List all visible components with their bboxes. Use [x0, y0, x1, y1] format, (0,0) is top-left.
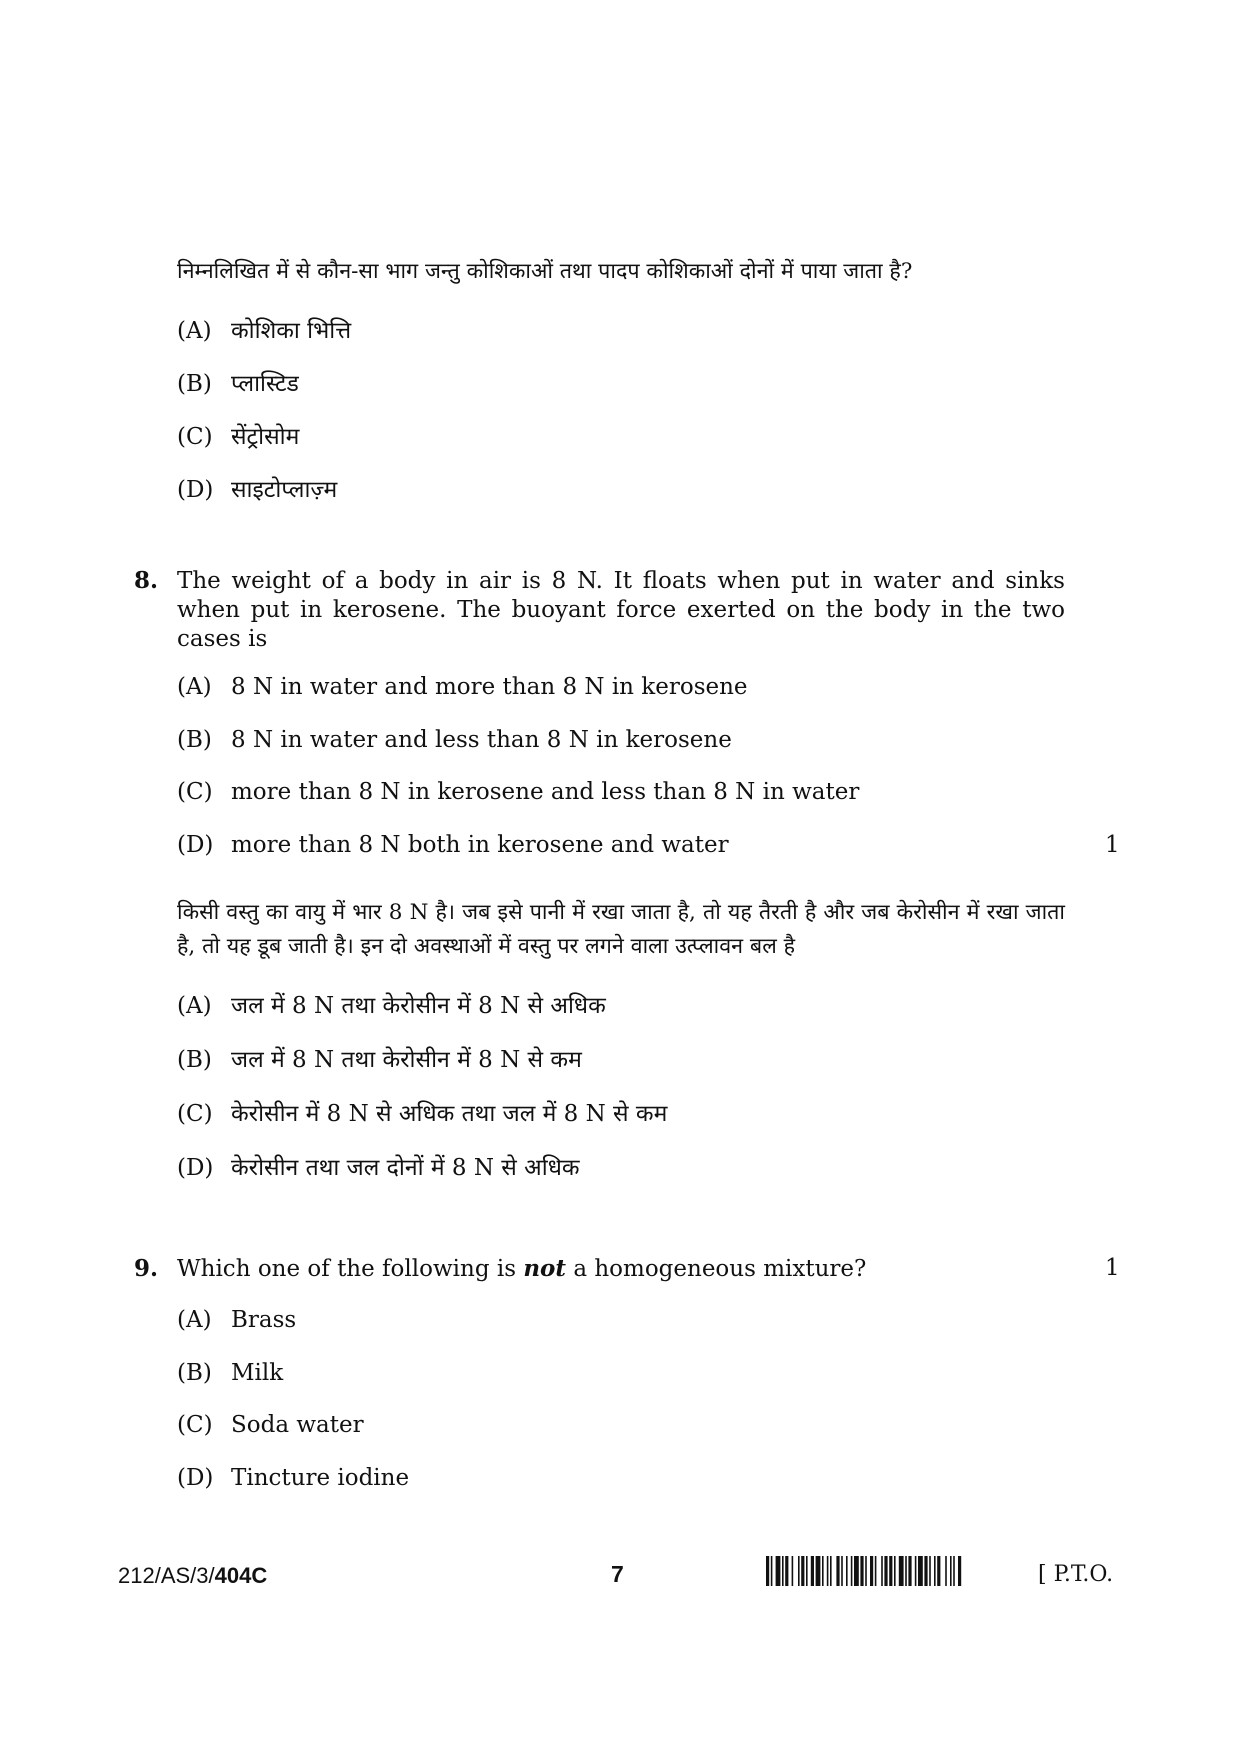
- q8-option-a: [177, 674, 748, 700]
- paper-code: [118, 1563, 267, 1589]
- option-text: साइटोप्लाज़्म: [231, 477, 338, 503]
- option-text: 8 N in water and less than 8 N in kerosene: [231, 727, 732, 753]
- q7-hindi-option-b: [177, 366, 299, 398]
- option-text: प्लास्टिड: [231, 371, 299, 397]
- option-text: जल में 8 N तथा केरोसीन में 8 N से कम: [231, 1047, 582, 1073]
- option-label: (D): [177, 1155, 214, 1181]
- option-text: सेंट्रोसोम: [231, 424, 300, 450]
- q8-option-d: [177, 832, 729, 858]
- option-text: Soda water: [231, 1412, 364, 1438]
- q8-number: 8.: [134, 567, 159, 594]
- option-text: Tincture iodine: [231, 1465, 410, 1491]
- q9-option-b: [177, 1360, 283, 1386]
- option-label: (A): [177, 1307, 212, 1333]
- option-text: कोशिका भित्ति: [231, 318, 352, 344]
- q7-hindi-option-a: [177, 313, 351, 345]
- q8-hindi-option-a: [177, 988, 606, 1020]
- q9-stem-after: a homogeneous mixture?: [566, 1256, 867, 1282]
- option-label: (B): [177, 727, 212, 753]
- q8-option-c: [177, 779, 859, 805]
- option-text: Brass: [231, 1307, 297, 1333]
- option-label: (D): [177, 832, 214, 858]
- paper-code-bold: 404C: [214, 1563, 268, 1588]
- option-label: (C): [177, 1412, 213, 1438]
- q8-option-b: [177, 727, 732, 753]
- q9-option-a: [177, 1307, 296, 1333]
- option-label: (A): [177, 318, 212, 344]
- q9-marks: 1: [1105, 1255, 1120, 1281]
- option-text: जल में 8 N तथा केरोसीन में 8 N से अधिक: [231, 993, 606, 1019]
- option-text: 8 N in water and more than 8 N in kerosene: [231, 674, 748, 700]
- q9-stem-emphasis: not: [523, 1255, 567, 1282]
- option-text: more than 8 N both in kerosene and water: [231, 832, 729, 858]
- q8-hindi-option-b: [177, 1042, 582, 1074]
- option-label: (B): [177, 1360, 212, 1386]
- q9-number: 9.: [134, 1255, 159, 1282]
- pto-label: [ P.T.O.: [1038, 1562, 1114, 1587]
- q8-hindi-option-d: [177, 1150, 580, 1182]
- option-label: (A): [177, 993, 212, 1019]
- q9-stem: [177, 1255, 866, 1282]
- q8-marks: 1: [1105, 832, 1120, 858]
- option-label: (B): [177, 371, 212, 397]
- q9-option-c: [177, 1412, 364, 1438]
- option-label: (C): [177, 779, 213, 805]
- q8-stem: The weight of a body in air is 8 N. It floats when put in water and sinks when put in kerosene. The buoyant force exerted on the body in the two cases is: [177, 568, 1065, 652]
- option-label: (B): [177, 1047, 212, 1073]
- q7-hindi-option-c: [177, 419, 299, 451]
- q7-hindi-option-d: [177, 472, 337, 504]
- barcode-icon: [766, 1556, 1024, 1586]
- q9-stem-before: Which one of the following is: [177, 1256, 524, 1282]
- option-label: (C): [177, 1101, 213, 1127]
- q7-hindi-stem: निम्नलिखित में से कौन-सा भाग जन्तु कोशिकाओं तथा पादप कोशिकाओं दोनों में पाया जाता है?: [177, 259, 913, 284]
- q8-hindi-stem: किसी वस्तु का वायु में भार 8 N है। जब इसे पानी में रखा जाता है, तो यह तैरती है और जब केरोसीन में रखा जाता है, तो यह डूब जाती है। इन दो अवस्थाओं में वस्तु पर लगने वाला उत्प्लावन बल है: [177, 900, 1065, 959]
- q9-option-d: [177, 1465, 409, 1491]
- option-label: (D): [177, 477, 214, 503]
- option-label: (C): [177, 424, 213, 450]
- option-text: more than 8 N in kerosene and less than 8 N in water: [231, 779, 860, 805]
- option-text: केरोसीन में 8 N से अधिक तथा जल में 8 N से कम: [231, 1101, 668, 1127]
- page-number: 7: [611, 1561, 624, 1587]
- option-text: Milk: [231, 1360, 284, 1386]
- option-label: (D): [177, 1465, 214, 1491]
- q8-hindi-option-c: [177, 1096, 667, 1128]
- option-text: केरोसीन तथा जल दोनों में 8 N से अधिक: [231, 1155, 580, 1181]
- option-label: (A): [177, 674, 212, 700]
- paper-code-prefix: 212/AS/3/: [118, 1563, 215, 1588]
